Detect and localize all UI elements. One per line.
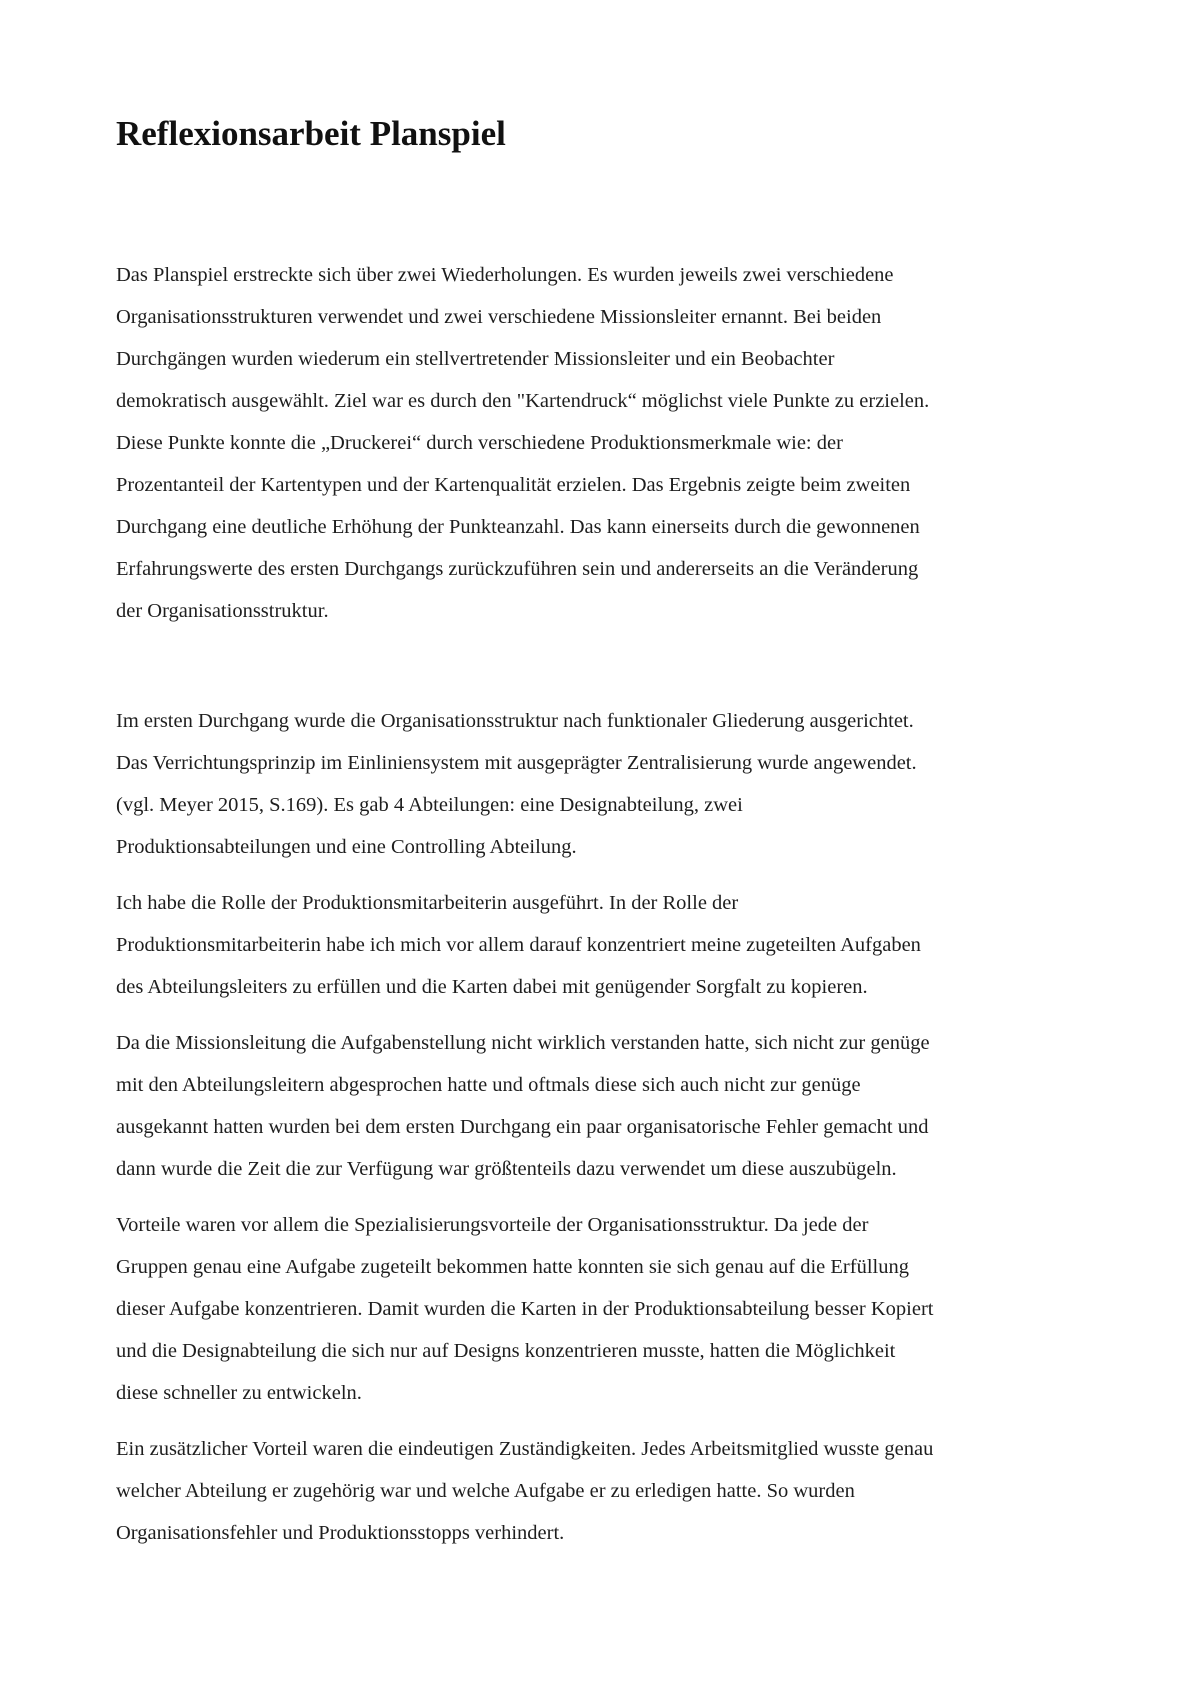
text-line: Diese Punkte konnte die „Druckerei“ durch verschiedene Produktionsmerkmale wie: der: [116, 432, 843, 454]
document-body: [116, 254, 1116, 1554]
text-line: der Organisationsstruktur.: [116, 600, 329, 622]
text-line: Durchgängen wurden wiederum ein stellvertretender Missionsleiter und ein Beobachter: [116, 348, 835, 370]
text-line: dann wurde die Zeit die zur Verfügung war größtenteils dazu verwendet um diese auszubügeln.: [116, 1158, 897, 1180]
document-title: Reflexionsarbeit Planspiel: [116, 114, 506, 153]
text-line: Gruppen genau eine Aufgabe zugeteilt bekommen hatte konnten sie sich genau auf die Erfüllung: [116, 1256, 909, 1278]
text-line: Organisationsstrukturen verwendet und zwei verschiedene Missionsleiter ernannt. Bei beiden: [116, 306, 882, 328]
text-line: Das Planspiel erstreckte sich über zwei Wiederholungen. Es wurden jeweils zwei verschiedene: [116, 264, 894, 286]
text-line: des Abteilungsleiters zu erfüllen und die Karten dabei mit genügender Sorgfalt zu kopieren.: [116, 976, 868, 998]
text-line: (vgl. Meyer 2015, S.169). Es gab 4 Abteilungen: eine Designabteilung, zwei: [116, 794, 743, 816]
text-line: diese schneller zu entwickeln.: [116, 1382, 362, 1404]
text-line: Erfahrungswerte des ersten Durchgangs zurückzuführen sein und andererseits an die Veränderung: [116, 558, 919, 580]
text-line: welcher Abteilung er zugehörig war und welche Aufgabe er zu erledigen hatte. So wurden: [116, 1480, 855, 1502]
text-line: Produktionsabteilungen und eine Controlling Abteilung.: [116, 836, 577, 858]
text-line: Produktionsmitarbeiterin habe ich mich vor allem darauf konzentriert meine zugeteilten Aufgaben: [116, 934, 921, 956]
text-line: Das Verrichtungsprinzip im Einliniensystem mit ausgeprägter Zentralisierung wurde angewendet.: [116, 752, 917, 774]
text-line: demokratisch ausgewählt. Ziel war es durch den "Kartendruck“ möglichst viele Punkte zu erzielen.: [116, 390, 930, 412]
text-line: Ich habe die Rolle der Produktionsmitarbeiterin ausgeführt. In der Rolle der: [116, 892, 739, 914]
text-line: Vorteile waren vor allem die Spezialisierungsvorteile der Organisationsstruktur. Da jede der: [116, 1214, 869, 1236]
text-line: ausgekannt hatten wurden bei dem ersten Durchgang ein paar organisatorische Fehler gemacht und: [116, 1116, 929, 1138]
paragraph-intro: [116, 254, 1116, 632]
text-line: Ein zusätzlicher Vorteil waren die eindeutigen Zuständigkeiten. Jedes Arbeitsmitglied wusste genau: [116, 1438, 934, 1460]
text-line: Im ersten Durchgang wurde die Organisationsstruktur nach funktionaler Gliederung ausgerichtet.: [116, 710, 914, 732]
text-line: Durchgang eine deutliche Erhöhung der Punkteanzahl. Das kann einerseits durch die gewonnenen: [116, 516, 920, 538]
text-line: und die Designabteilung die sich nur auf Designs konzentrieren musste, hatten die Möglichkeit: [116, 1340, 896, 1362]
text-line: mit den Abteilungsleitern abgesprochen hatte und oftmals diese sich auch nicht zur genüge: [116, 1074, 861, 1096]
paragraph-advantages: [116, 1204, 1116, 1414]
text-line: Organisationsfehler und Produktionsstopps verhindert.: [116, 1522, 565, 1544]
text-line: dieser Aufgabe konzentrieren. Damit wurden die Karten in der Produktionsabteilung besser Kopiert: [116, 1298, 934, 1320]
text-line: Prozentanteil der Kartentypen und der Kartenqualität erzielen. Das Ergebnis zeigte beim zweiten: [116, 474, 911, 496]
paragraph-role: [116, 882, 1116, 1008]
paragraph-first-round: [116, 700, 1116, 868]
paragraph-responsibilities: [116, 1428, 1116, 1554]
text-line: Da die Missionsleitung die Aufgabenstellung nicht wirklich verstanden hatte, sich nicht zur genüge: [116, 1032, 930, 1054]
paragraph-mission-leadership: [116, 1022, 1116, 1190]
